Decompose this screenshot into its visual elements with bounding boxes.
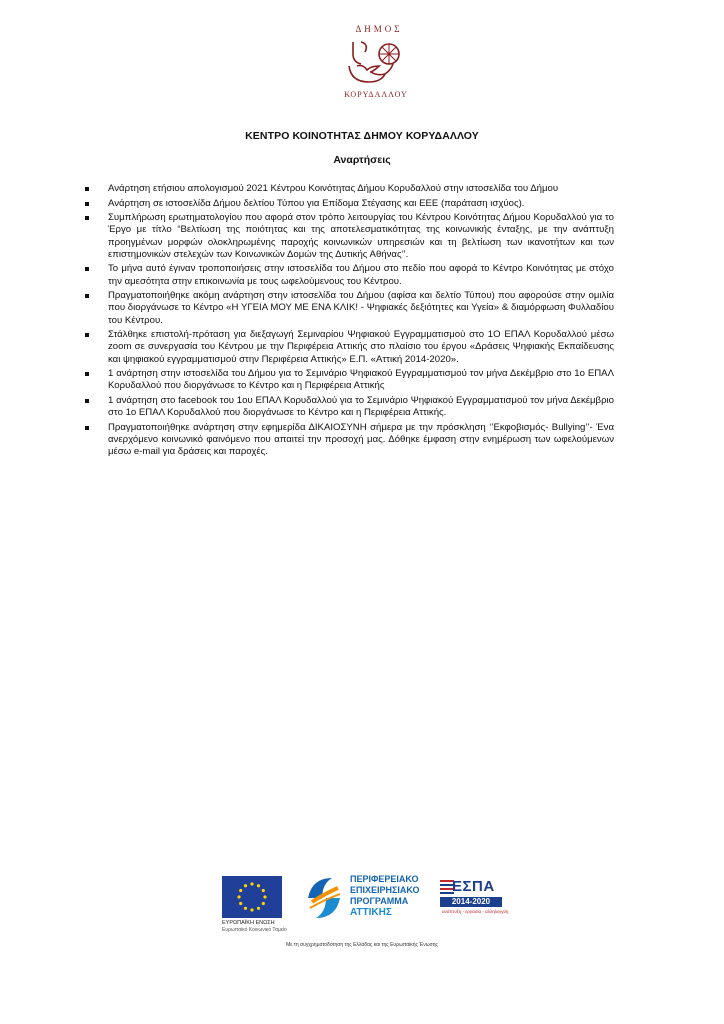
- regional-program-line4: ΑΤΤΙΚΗΣ: [350, 907, 392, 918]
- list-item: [84, 329, 614, 366]
- eu-label: ΕΥΡΩΠΑΪΚΗ ΕΝΩΣΗ: [222, 920, 275, 926]
- document-title: ΚΕΝΤΡΟ ΚΟΙΝΟΤΗΤΑΣ ΔΗΜΟΥ ΚΟΡΥΔΑΛΛΟΥ: [245, 130, 479, 142]
- bullet-icon: [85, 294, 89, 298]
- cofinance-note: Με τη συγχρηματοδότηση της Ελλάδας και της Ευρωπαϊκής Ένωσης: [286, 942, 438, 948]
- list-item: [84, 183, 614, 195]
- list-item-text: Στάλθηκε επιστολή-πρόταση για διεξαγωγή Σεμιναρίου Ψηφιακού Εγγραμματισμού στο 1Ο ΕΠΑΛ Κορυδαλλού μέσω zoom σε συνεργασία του Κέντρου με την Περιφέρεια Αττικής στο πλαίσιο του έργου «Δράσεις Ψηφιακής Εκπαίδευσης και ψηφιακού εγγραμματισμού στην Περιφέρεια Αττικής» Ε.Π. «Αττική 2014-2020».: [108, 329, 614, 365]
- list-item: [84, 422, 614, 459]
- espa-title: ΕΣΠΑ: [452, 878, 495, 895]
- eu-stars-icon: [222, 876, 282, 918]
- regional-program-line1: ΠΕΡΙΦΕΡΕΙΑΚΟ: [350, 874, 419, 884]
- logo-bottom-text: ΚΟΡΥΔΑΛΛΟΥ: [344, 90, 408, 99]
- list-item: [84, 290, 614, 327]
- list-item-text: 1 ανάρτηση στο facebook του 1ου ΕΠΑΛ Κορυδαλλού για το Σεμινάριο Ψηφιακού Εγγραμματισμού τον μήνα Δεκέμβριο στο 1ο ΕΠΑΛ Κορυδαλλού που διοργάνωσε το Κέντρο και η Περιφέρεια Αττικής.: [108, 394, 614, 419]
- bullet-icon: [85, 202, 89, 206]
- regional-program-line2: ΕΠΙΧΕΙΡΗΣΙΑΚΟ: [350, 885, 420, 895]
- bullet-icon: [85, 267, 89, 271]
- list-item-text: Πραγματοποιήθηκε ανάρτηση στην εφημερίδα ΔΙΚΑΙΟΣΥΝΗ σήμερα με την πρόσκληση ‘’Εκφοβισμός- Bullying’’- Ένα ανερχόμενο κοινωνικό φαινόμενο που απαιτεί την προσοχή μας. Δόθηκε έμφαση στην ενημέρωση των ωφελούμενων μέσω e-mail για δράσεις και παροχές.: [108, 421, 614, 458]
- bullet-icon: [85, 426, 89, 430]
- bullet-icon: [85, 187, 89, 191]
- document-subtitle: Αναρτήσεις: [333, 154, 391, 166]
- espa-years: 2014-2020: [440, 897, 502, 907]
- esf-label: Ευρωπαϊκό Κοινωνικό Ταμείο: [222, 927, 287, 933]
- list-item-text: Πραγματοποιήθηκε ακόμη ανάρτηση στην ιστοσελίδα του Δήμου (αφίσα και δελτίο Τύπου) που αφορούσε στην ομιλία που διοργάνωσε το Κέντρο «Η ΥΓΕΙΑ ΜΟΥ ΜΕ ΕΝΑ ΚΛΙΚ! - Ψηφιακές δεξιότητες και Υγεία» & διαμόρφωση Φυλλαδίου του Κέντρου.: [108, 290, 614, 326]
- list-item-text: Συμπλήρωση ερωτηματολογίου που αφορά στον τρόπο λειτουργίας του Κέντρου Κοινότητας Δήμου Κορυδαλλού για το Έργο με τίτλο “Βελτίωση της ποιότητας και της αποτελεσματικότητας της κοινωνικής ένταξης, με την ανάπτυξη προηγμένων μορφών ολοκληρωμένης παροχής κοινωνικών υπηρεσιών και τη βελτίωση των ικανοτήτων και των επιστημονικών στελεχών των Κοινωνικών Δομών της Δυτικής Αθήνας’’.: [108, 212, 614, 260]
- list-item-text: Το μήνα αυτό έγιναν τροποποιήσεις στην ιστοσελίδα του Δήμου στο πεδίο που αφορά το Κέντρο Κοινότητας με στόχο την αμεσότητα στην επικοινωνία με τους ωφελούμενους του Κέντρου.: [108, 263, 614, 287]
- list-item-text: Ανάρτηση σε ιστοσελίδα Δήμου δελτίου Τύπου για Επίδομα Στέγασης και ΕΕΕ (παράταση ισχύος).: [108, 197, 525, 209]
- list-item-text: Ανάρτηση ετήσιου απολογισμού 2021 Κέντρου Κοινότητας Δήμου Κορυδαλλού στην ιστοσελίδα του Δήμου: [108, 183, 559, 194]
- espa-slogan: ανάπτυξη - εργασία - αλληλεγγύη: [442, 909, 509, 914]
- list-item: [84, 212, 614, 261]
- list-item: [84, 198, 614, 210]
- eu-flag-icon: [222, 876, 282, 918]
- list-item: [84, 263, 614, 287]
- list-item: [84, 368, 614, 392]
- regional-program-text: [350, 874, 420, 918]
- list-item-text: 1 ανάρτηση στην ιστοσελίδα του Δήμου για το Σεμινάριο Ψηφιακού Εγγραμματισμού τον μήνα Δεκέμβριο στο 1ο ΕΠΑΛ Κορυδαλλού που διοργάνωσε το Κέντρο και η Περιφέρεια Αττικής: [108, 368, 614, 392]
- espa-logo: [440, 878, 509, 918]
- bullet-icon: [85, 333, 89, 337]
- regional-program-logo-icon: [302, 872, 346, 924]
- bullet-icon: [85, 399, 89, 403]
- municipality-emblem-icon: [341, 36, 411, 88]
- bullet-icon: [85, 372, 89, 376]
- postings-list: [84, 183, 614, 461]
- logo-top-text: ΔΗΜΟΣ: [355, 24, 403, 34]
- regional-program-line3: ΠΡΟΓΡΑΜΜΑ: [350, 896, 409, 906]
- list-item: [84, 395, 614, 419]
- funding-logos: [218, 868, 518, 948]
- municipality-logo: [336, 24, 416, 114]
- bullet-icon: [85, 216, 89, 220]
